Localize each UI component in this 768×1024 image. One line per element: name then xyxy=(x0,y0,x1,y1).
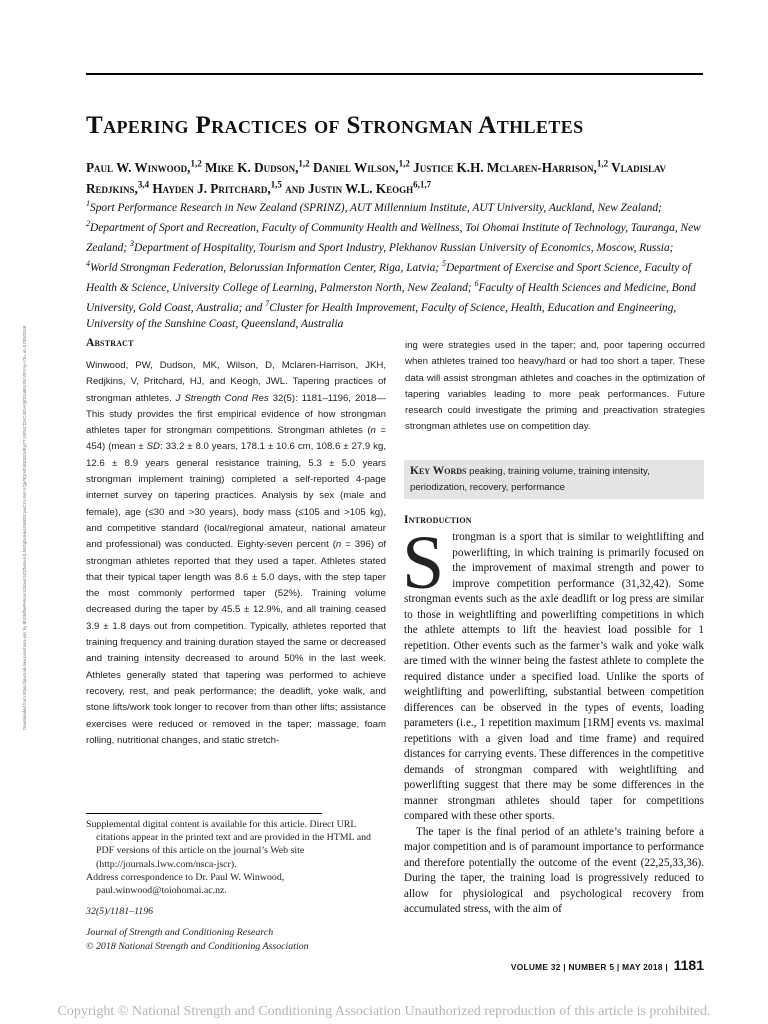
abstract-body: Winwood, PW, Dudson, MK, Wilson, D, Mclaren-Harrison, JKH, Redjkins, V, Pritchard, HJ, and Keogh, JWL. Tapering practices of strongman athletes. J Strength Cond Res 32(5): 1181–1196, 2018—This study provides the first empirical evidence of how strongman athletes taper for strongman competitions. Strongman athletes (n = 454) (mean ± SD: 33.2 ± 8.0 years, 178.1 ± 10.6 cm, 108.6 ± 27.9 kg, 12.6 ± 8.9 years general resistance training, 5.3 ± 5.0 years strongman implement training) completed a self-reported 4-page internet survey on tapering practices. Analysis by sex (male and female), age (≤30 and >30 years), body mass (≤105 and >105 kg), and competitive standard (local/regional amateur, national amateur and professional) was conducted. Eighty-seven percent (n = 396) of strongman athletes reported that they used a taper. Athletes stated that their typical taper length was 8.6 ± 5.0 days, with the step taper the most commonly performed taper (52%). Training volume decreased during the taper by 45.5 ± 12.9%, and all training ceased 3.9 ± 1.8 days out from competition. Typically, athletes reported that training frequency and training duration stayed the same or decreased and training intensity decreased to around 50% in the last week. Athletes generally stated that tapering was performed to achieve recovery, rest, and peak performance; the deadlift, yoke walk, and stone lifts/work took longer to recover from than other lifts; assistance exercises were reduced or removed in the taper; massage, foam rolling, nutritional changes, and static stretch- xyxy=(86,360,387,746)
footnotes xyxy=(86,818,386,953)
page-number: 1181 xyxy=(673,957,704,973)
author: Vladislav Redjkins,$^{3,4}$ xyxy=(86,160,667,197)
intro-paragraph: Strongman is a sport that is similar to weightlifting and powerlifting, in which training is primarily focused on the improvement of maximal strength and power to improve competition performance (31,32,42). Some strongman events such as the axle deadlift or log press are similar to those in weightlifting and powerlifting competitions in which the athlete attempts to lift the heaviest load possible for 1 repetition. Other events such as the farmer’s walk and yoke walk are timed with the winner being the fastest athlete to complete the required distance under a specified load. Unlike the sports of weightlifting and powerlifting, substantial between competition differences can be observed in the types of events, loading parameters (i.e., 1 repetition maximum [1RM] events vs. maximal repetitions with a given load and time frame) and required distances for carrying events. These differences in the competitive demands of strongman compared with weightlifting and powerlifting suggest that there may be some differences in the manner strongman athletes should taper for competitions compared with these other sports. xyxy=(402,521,704,822)
keywords-label: Key Words xyxy=(410,465,467,477)
top-rule xyxy=(86,73,703,75)
intro-paragraph: The taper is the final period of an athlete’s training before a major competition and is of paramount importance to performance and therefore potentially the outcome of the event (22,25,33,36). During the taper, the training load is progressively reduced to allow for physiological and psychological recovery from accumulated stress, with the aim of xyxy=(404,825,704,915)
introduction-body xyxy=(402,521,704,918)
copyright-line: © 2018 National Strength and Conditioning Association xyxy=(86,940,309,952)
abstract-continued: ing were strategies used in the taper; and, poor tapering occurred when athletes trained too heavy/hard or had too short a taper. These data will assist strongman athletes and coaches in the optimization of tapering variables leading to more peak performances. Future research could investigate the priming and preactivation strategies strongman athletes use on competition day. xyxy=(405,340,705,433)
author: Hayden J. Pritchard,$^{1,5}$ xyxy=(152,179,282,197)
article-title: Tapering Practices of Strongman Athletes xyxy=(86,112,584,139)
copyright-watermark: Copyright © National Strength and Conditioning Association Unauthorized reproduction of this article is prohibited. xyxy=(57,1004,711,1019)
affiliations: $^1$Sport Performance Research in New Zealand (SPRINZ), AUT Millennium Institute, AUT University, Auckland, New Zealand; $^2$Department of Sport and Recreation, Faculty of Community Health and Wellness, Toi Ohomai Institute of Technology, Tauranga, New Zealand; $^3$Department of Hospitality, Tourism and Sport Industry, Plekhanov Russian University of Economics, Moscow, Russia; $^4$World Strongman Federation, Belorussian Information Center, Riga, Latvia; $^5$Department of Exercise and Sport Science, Faculty of Health & Science, University College of Learning, Palmerston North, New Zealand; $^6$Faculty of Health Sciences and Medicine, Bond University, Gold Coast, Australia; and $^7$Cluster for Health Improvement, Faculty of Science, Health, Education and Engineering, University of the Sunshine Coast, Queensland, Australia xyxy=(86,199,701,330)
correspondence-note: Address correspondence to Dr. Paul W. Winwood, paul.winwood@toiohomai.ac.nz. xyxy=(86,871,285,897)
author: Paul W. Winwood,$^{1,2}$ xyxy=(86,159,202,176)
keywords-text: peaking, training volume, training intensity, periodization, recovery, performance xyxy=(410,466,650,493)
keywords-box xyxy=(404,460,704,499)
footnote-rule xyxy=(86,813,322,814)
author: and Justin W.L. Keogh$^{6,1,7}$ xyxy=(285,179,432,197)
author: Daniel Wilson,$^{1,2}$ xyxy=(312,159,410,176)
journal-name: Journal of Strength and Conditioning Research xyxy=(86,927,274,939)
drop-cap: S xyxy=(402,521,445,605)
abstract-heading: Abstract xyxy=(86,337,134,349)
author: Justice K.H. Mclaren-Harrison,$^{1,2}$ xyxy=(413,159,609,176)
author-list xyxy=(86,156,716,198)
page-folio: VOLUME 32 | NUMBER 5 | MAY 2018 | 1181 xyxy=(510,957,704,973)
introduction-heading: Introduction xyxy=(404,514,472,526)
author: Mike K. Dudson,$^{1,2}$ xyxy=(204,159,310,176)
citation-line: 32(5)/1181–1196 xyxy=(86,906,154,918)
download-note: Downloaded from https://journals.lww.com/nsca-jscr by BhDMf5ePHKav1zEoum1tQfN4a+kJLhEZgbsIHo4XMi0hCywCX1AWnYQp/IlQrHD3i3D0OdRyi7TvSFl4Cf3VC4/OAVpDDa8KKGKV0Ymy+78= on 07/03/2018 xyxy=(22,325,27,730)
supplemental-note: Supplemental digital content is available for this article. Direct URL citations appear in the printed text and are provided in the HTML and PDF versions of this article on the journal’s Web site (http://journals.lww.com/nsca-jscr). xyxy=(86,819,371,870)
